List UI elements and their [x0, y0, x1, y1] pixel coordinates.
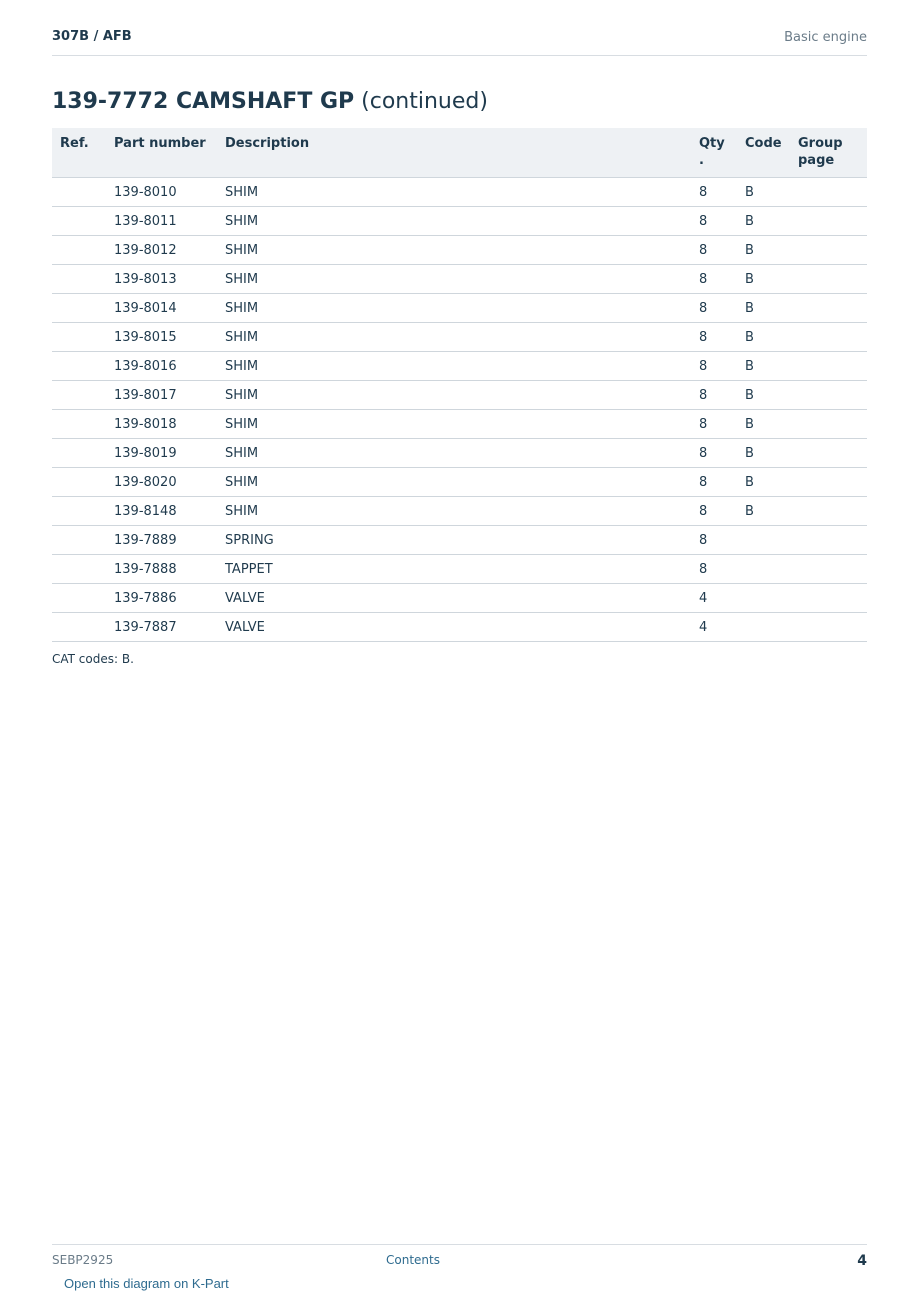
part-number-cell: 139-8014	[106, 294, 217, 323]
qty-cell: 8	[691, 352, 737, 381]
qty-cell: 8	[691, 555, 737, 584]
description-cell: SHIM	[217, 265, 691, 294]
group-header-line1: Group	[798, 136, 843, 151]
part-number-cell: 139-8019	[106, 439, 217, 468]
qty-cell: 8	[691, 207, 737, 236]
qty-header-line2: .	[699, 153, 704, 168]
group-page-cell	[790, 178, 867, 207]
group-header-line2: page	[798, 153, 835, 168]
title-suffix: (continued)	[361, 89, 488, 114]
page-footer	[52, 1244, 867, 1275]
qty-cell: 8	[691, 468, 737, 497]
description-cell: SHIM	[217, 323, 691, 352]
ref-cell	[52, 265, 106, 294]
description-cell: SHIM	[217, 178, 691, 207]
kpart-link[interactable]: Open this diagram on K-Part	[64, 1276, 229, 1291]
part-number-cell: 139-8018	[106, 410, 217, 439]
group-page-cell	[790, 555, 867, 584]
table-row	[52, 439, 867, 468]
code-cell: B	[737, 410, 790, 439]
part-number-cell: 139-8016	[106, 352, 217, 381]
table-row	[52, 236, 867, 265]
group-page-cell	[790, 265, 867, 294]
column-header-ref: Ref.	[52, 128, 106, 178]
ref-cell	[52, 352, 106, 381]
part-number-cell: 139-8020	[106, 468, 217, 497]
table-row	[52, 497, 867, 526]
qty-cell: 8	[691, 381, 737, 410]
table-row	[52, 207, 867, 236]
part-number-cell: 139-8013	[106, 265, 217, 294]
description-cell: SHIM	[217, 236, 691, 265]
part-number-cell: 139-7889	[106, 526, 217, 555]
ref-cell	[52, 526, 106, 555]
part-number-cell: 139-7886	[106, 584, 217, 613]
description-cell: SHIM	[217, 352, 691, 381]
parts-table	[52, 128, 867, 642]
ref-cell	[52, 381, 106, 410]
code-cell: B	[737, 207, 790, 236]
ref-cell	[52, 468, 106, 497]
ref-cell	[52, 207, 106, 236]
description-cell: SPRING	[217, 526, 691, 555]
code-cell	[737, 555, 790, 584]
column-header-code: Code	[737, 128, 790, 178]
description-cell: SHIM	[217, 381, 691, 410]
column-header-group-page	[790, 128, 867, 178]
code-cell: B	[737, 294, 790, 323]
code-cell: B	[737, 497, 790, 526]
table-row	[52, 265, 867, 294]
part-number-cell: 139-8148	[106, 497, 217, 526]
qty-cell: 8	[691, 178, 737, 207]
qty-cell: 4	[691, 584, 737, 613]
table-header-row	[52, 128, 867, 178]
ref-cell	[52, 294, 106, 323]
column-header-description: Description	[217, 128, 691, 178]
page-header	[52, 29, 867, 56]
group-title: 139-7772 CAMSHAFT GP	[52, 89, 355, 114]
cat-codes-note: CAT codes: B.	[52, 652, 134, 666]
table-row	[52, 555, 867, 584]
code-cell	[737, 613, 790, 642]
contents-link[interactable]: Contents	[386, 1253, 440, 1267]
part-number-cell: 139-8012	[106, 236, 217, 265]
group-page-cell	[790, 468, 867, 497]
group-page-cell	[790, 236, 867, 265]
qty-cell: 8	[691, 439, 737, 468]
group-page-cell	[790, 497, 867, 526]
column-header-part-number: Part number	[106, 128, 217, 178]
group-page-cell	[790, 410, 867, 439]
code-cell	[737, 584, 790, 613]
group-page-cell	[790, 381, 867, 410]
page-title	[52, 89, 488, 114]
code-cell: B	[737, 352, 790, 381]
ref-cell	[52, 555, 106, 584]
code-cell: B	[737, 439, 790, 468]
table-row	[52, 352, 867, 381]
column-header-qty	[691, 128, 737, 178]
part-number-cell: 139-8011	[106, 207, 217, 236]
qty-cell: 8	[691, 236, 737, 265]
description-cell: SHIM	[217, 497, 691, 526]
ref-cell	[52, 497, 106, 526]
group-page-cell	[790, 294, 867, 323]
part-number-cell: 139-8010	[106, 178, 217, 207]
group-page-cell	[790, 323, 867, 352]
table-row	[52, 584, 867, 613]
table-row	[52, 178, 867, 207]
ref-cell	[52, 613, 106, 642]
group-page-cell	[790, 584, 867, 613]
part-number-cell: 139-7888	[106, 555, 217, 584]
ref-cell	[52, 584, 106, 613]
table-row	[52, 410, 867, 439]
code-cell: B	[737, 265, 790, 294]
qty-header-line1: Qty	[699, 136, 725, 151]
parts-table-body	[52, 178, 867, 642]
part-number-cell: 139-8015	[106, 323, 217, 352]
description-cell: TAPPET	[217, 555, 691, 584]
qty-cell: 8	[691, 526, 737, 555]
description-cell: SHIM	[217, 439, 691, 468]
table-row	[52, 613, 867, 642]
code-cell: B	[737, 178, 790, 207]
group-page-cell	[790, 352, 867, 381]
qty-cell: 8	[691, 410, 737, 439]
group-page-cell	[790, 439, 867, 468]
qty-cell: 8	[691, 294, 737, 323]
qty-cell: 8	[691, 265, 737, 294]
description-cell: SHIM	[217, 294, 691, 323]
table-row	[52, 468, 867, 497]
code-cell: B	[737, 468, 790, 497]
document-number: SEBP2925	[52, 1253, 114, 1267]
ref-cell	[52, 410, 106, 439]
code-cell: B	[737, 236, 790, 265]
description-cell: VALVE	[217, 584, 691, 613]
qty-cell: 8	[691, 323, 737, 352]
part-number-cell: 139-7887	[106, 613, 217, 642]
table-row	[52, 381, 867, 410]
page-number: 4	[857, 1253, 867, 1269]
code-cell: B	[737, 381, 790, 410]
ref-cell	[52, 323, 106, 352]
description-cell: SHIM	[217, 468, 691, 497]
code-cell	[737, 526, 790, 555]
group-page-cell	[790, 613, 867, 642]
ref-cell	[52, 439, 106, 468]
description-cell: SHIM	[217, 410, 691, 439]
qty-cell: 4	[691, 613, 737, 642]
group-page-cell	[790, 207, 867, 236]
group-page-cell	[790, 526, 867, 555]
description-cell: VALVE	[217, 613, 691, 642]
table-row	[52, 323, 867, 352]
ref-cell	[52, 178, 106, 207]
ref-cell	[52, 236, 106, 265]
part-number-cell: 139-8017	[106, 381, 217, 410]
table-row	[52, 294, 867, 323]
qty-cell: 8	[691, 497, 737, 526]
table-row	[52, 526, 867, 555]
section-label: Basic engine	[784, 30, 867, 45]
description-cell: SHIM	[217, 207, 691, 236]
code-cell: B	[737, 323, 790, 352]
model-label: 307B / AFB	[52, 29, 132, 44]
